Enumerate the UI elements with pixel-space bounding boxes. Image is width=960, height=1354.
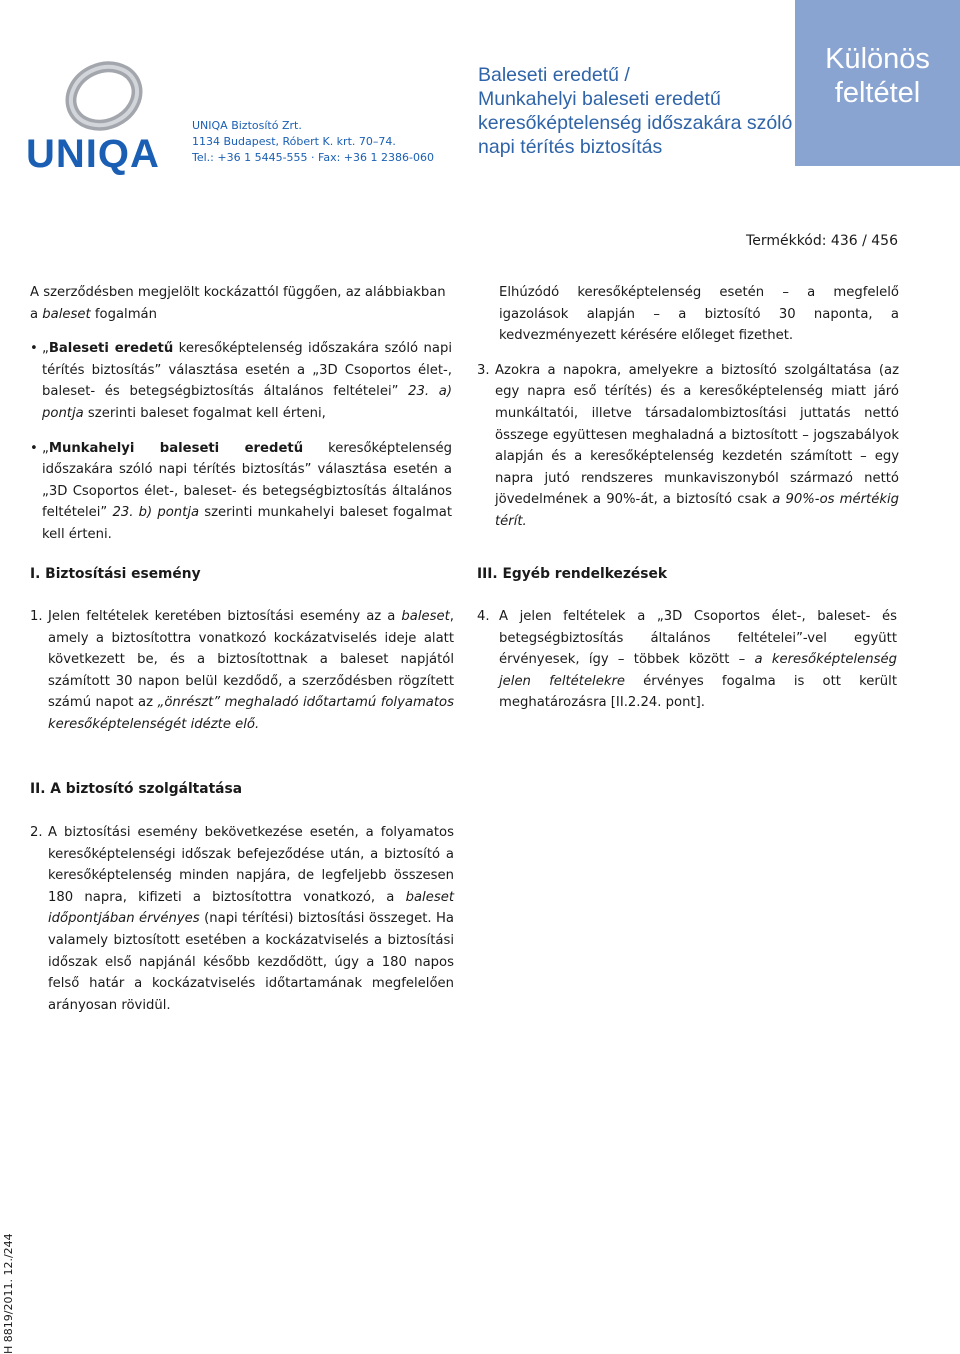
section-heading-3: III. Egyéb rendelkezések bbox=[477, 566, 668, 582]
document-code: H 8819/2011. 12./244 bbox=[2, 1233, 15, 1354]
company-address: 1134 Budapest, Róbert K. krt. 70–74. bbox=[192, 135, 396, 148]
company-contact: Tel.: +36 1 5445-555 · Fax: +36 1 2386-060 bbox=[192, 151, 434, 164]
section-1-body bbox=[30, 606, 454, 736]
special-label: Különös bbox=[825, 43, 930, 75]
logo-wordmark: UNIQA bbox=[26, 132, 160, 176]
intro-line: A szerződésben megjelölt kockázattól függően, az alábbiakban bbox=[30, 285, 446, 300]
section-heading-1: I. Biztosítási esemény bbox=[30, 566, 201, 582]
section-2-body bbox=[30, 822, 454, 1016]
right-intro-block bbox=[477, 282, 899, 533]
title-line: keresőképtelenség időszakára szóló bbox=[478, 112, 793, 134]
intro-block bbox=[30, 282, 452, 546]
item-4: 4. A jelen feltételek a „3D Csoportos élet-, baleset- és betegségbiztosítás általános feltételei”-vel együtt érvényesek, így – többek között – a keresőképtelenség jelen feltételekre érvényes fogalma is ott került meghatározásra [II.2.24. pont]. bbox=[477, 609, 897, 711]
bullet-baleseti: • „Baleseti eredetű keresőképtelenség időszakára szóló napi térítés biztosítás” választása esetén a „3D Csoportos élet-, baleset- és betegségbiztosítás általános feltételei” 23. a) pontja szerinti baleset fogalmat kell érteni, bbox=[30, 338, 452, 424]
bullet-dot-icon: • bbox=[30, 341, 38, 357]
section-heading-2: II. A biztosító szolgáltatása bbox=[30, 781, 243, 797]
item-3: 3. Azokra a napokra, amelyekre a biztosító szolgáltatása (az egy napra eső térítés) és a keresőképtelenség miatt járó munkáltatói, illetve társadalombiztosítási juttatás nettó összege együttesen meghaladná a biztosított – jogszabályok alapján és a keresőképtelenség kezdetén számított – egy napra jutó rendszeres munkaviszonyból származó nettó jövedelmének a 90%-át, a biztosító csak a 90%-os mértékig térít. bbox=[477, 362, 899, 529]
item-1: 1. Jelen feltételek keretében biztosítási esemény az a baleset, amely a biztosítottra vonatkozó kockázatviselés ideje alatt következett be, és a biztosítottnak a baleset napjától számított 30 napon belül kezdődő, a szerződésben rögzített számú napot az „önrészt” meghaladó időtartamú folyamatos keresőképtelenségét idézte elő. bbox=[30, 609, 454, 732]
title-line: Baleseti eredetű / bbox=[478, 64, 630, 86]
product-code: Termékkód: 436 / 456 bbox=[746, 233, 898, 249]
company-info bbox=[192, 118, 434, 166]
bullet-dot-icon: • bbox=[30, 440, 38, 456]
title-line: Munkahelyi baleseti eredetű bbox=[478, 88, 721, 110]
document-title bbox=[478, 63, 793, 159]
company-name: UNIQA Biztosító Zrt. bbox=[192, 119, 302, 132]
title-line: napi térítés biztosítás bbox=[478, 136, 663, 158]
intro-line: a baleset fogalmán bbox=[30, 306, 157, 322]
uniqa-logo bbox=[24, 52, 174, 176]
logo-ring-icon bbox=[24, 52, 174, 132]
section-3-body bbox=[477, 606, 897, 714]
special-label: feltétel bbox=[834, 77, 921, 109]
item-2: 2. A biztosítási esemény bekövetkezése esetén, a folyamatos keresőképtelenségi időszak befejeződése után, a biztosító a keresőképtelenség minden napjára, de legfeljebb összesen 180 napra, kifizeti a biztosítottra vonatkozó, a baleset időpontjában érvényes (napi térítési) biztosítási összeget. Ha valamely biztosított esetében a kockázatviselés a biztosítási időszak első napjánál később kezdődött, úgy a 180 napos felső határ a kockázatviselés időtartamának megfelelően arányosan rövidül. bbox=[30, 825, 455, 1013]
special-condition-box bbox=[795, 0, 960, 166]
right-intro-text: Elhúzódó keresőképtelenség esetén – a megfelelő igazolások alapján – a biztosító 30 naponta, a kedvezményezett kérésére előleget fizethet. bbox=[499, 285, 899, 344]
bullet-munkahelyi: • „Munkahelyi baleseti eredetű keresőképtelenség időszakára szóló napi térítés biztosítás” választása esetén a „3D Csoportos élet-, baleset- és betegségbiztosítás általános feltételei” 23. b) pontja szerinti munkahelyi baleset fogalmat kell érteni. bbox=[30, 438, 452, 546]
